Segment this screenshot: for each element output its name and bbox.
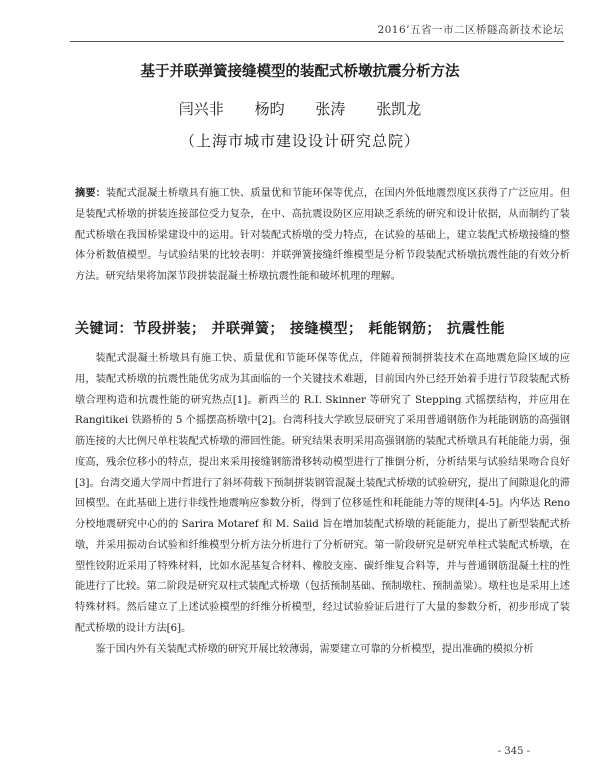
author-name: 杨昀	[254, 100, 285, 118]
abstract	[75, 184, 570, 288]
body-paragraph: 装配式混凝土桥墩具有施工快、质量优和节能环保等优点，伴随着预制拼装技术在高地震危险区域的应用，装配式桥墩的抗震性能优劣成为其面临的一个关键技术难题，目前国内外已经开始着手进行节段装配式桥墩合理构造和抗震性能的研究热点[1]。新西兰的 R.I. Skinner 等研究了 Stepping 式摇摆结构，并应用在 Rangitikei 铁路桥的 5 个摇摆高桥墩中[2]。台湾科技大学欧昱辰研究了采用普通钢筋作为耗能钢筋的高强钢筋连接的大比例尺单柱装配式桥墩的滞回性能。研究结果表明采用高强钢筋的装配式桥墩具有耗能能力弱，强度高，残余位移小的特点，提出来采用接缝钢筋滑移转动模型进行了推倒分析，分析结果与试验结果吻合良好[3]。台湾交通大学周中哲进行了斜坏荷载下预制拼装钢管混凝土装配式桥墩的试验研究，提出了间隙退化的滞回模型。在此基础上进行非线性地震响应参数分析，得到了位移延性和耗能能力等的规律[4-5]。内华达 Reno 分校地震研究中心的的 Sarira Motaref 和 M. Saiid 旨在增加装配式桥墩的耗能能力，提出了新型装配式桥墩，并采用振动台试验和纤维模型分析方法分析进行了分析研究。第一阶段研究是研究单柱式装配式桥墩，在塑性铰附近采用了特殊材料，比如水泥基复合材料、橡胶支座、碳纤维复合料等，并与普通钢筋混凝土柱的性能进行了比较。第二阶段是研究双柱式装配式桥墩（包括预制基础、预制墩柱、预制盖梁）。墩柱也是采用上述特殊材料。然后建立了上述试验模型的纤维分析模型，经过试验验证后进行了大量的参数分析，初步形成了装配式桥墩的设计方法[6]。	[75, 353, 570, 634]
author-name: 闫兴非	[178, 100, 224, 118]
affiliation: （上海市城市建设设计研究总院）	[179, 132, 420, 150]
paper-title: 基于并联弹簧接缝模型的装配式桥墩抗震分析方法	[140, 64, 460, 80]
keyword: 耗能钢筋；	[368, 321, 441, 337]
keyword: 并联弹簧；	[211, 321, 284, 337]
header-rule	[70, 41, 564, 42]
author-name: 张涛	[315, 100, 346, 118]
page-number: - 345 -	[497, 746, 530, 757]
abstract-label: 摘要：	[75, 188, 106, 199]
author-name: 张凯龙	[376, 100, 422, 118]
keyword: 接缝模型；	[290, 321, 363, 337]
author-list	[0, 98, 600, 119]
keywords	[75, 318, 570, 338]
abstract-text: 装配式混凝土桥墩具有施工快、质量优和节能环保等优点，在国内外低地震烈度区获得了广泛应用。但是装配式桥墩的拼装连接部位受力复杂，在中、高抗震设防区应用缺乏系统的研究和设计依据，从而制约了装配式桥墩在我国桥梁建设中的运用。针对装配式桥墩的受力特点，在试验的基础上，建立装配式桥墩接缝的整体分析数值模型。与试验结果的比较表明：并联弹簧接缝纤维模型是分析节段装配式桥墩抗震性能的有效分析方法。研究结果将加深节段拼装混凝土桥墩抗震性能和破坏机理的理解。	[75, 188, 571, 283]
body-text	[75, 349, 570, 660]
keyword: 节段拼装；	[133, 321, 206, 337]
keywords-label: 关键词：	[75, 321, 133, 337]
body-paragraph: 鉴于国内外有关装配式桥墩的研究开展比较薄弱，需要建立可靠的分析模型，提出准确的模拟分析	[95, 643, 534, 655]
running-header: 2016’五省一市二区桥隧高新技术论坛	[377, 24, 564, 36]
keyword: 抗震性能	[447, 321, 505, 337]
